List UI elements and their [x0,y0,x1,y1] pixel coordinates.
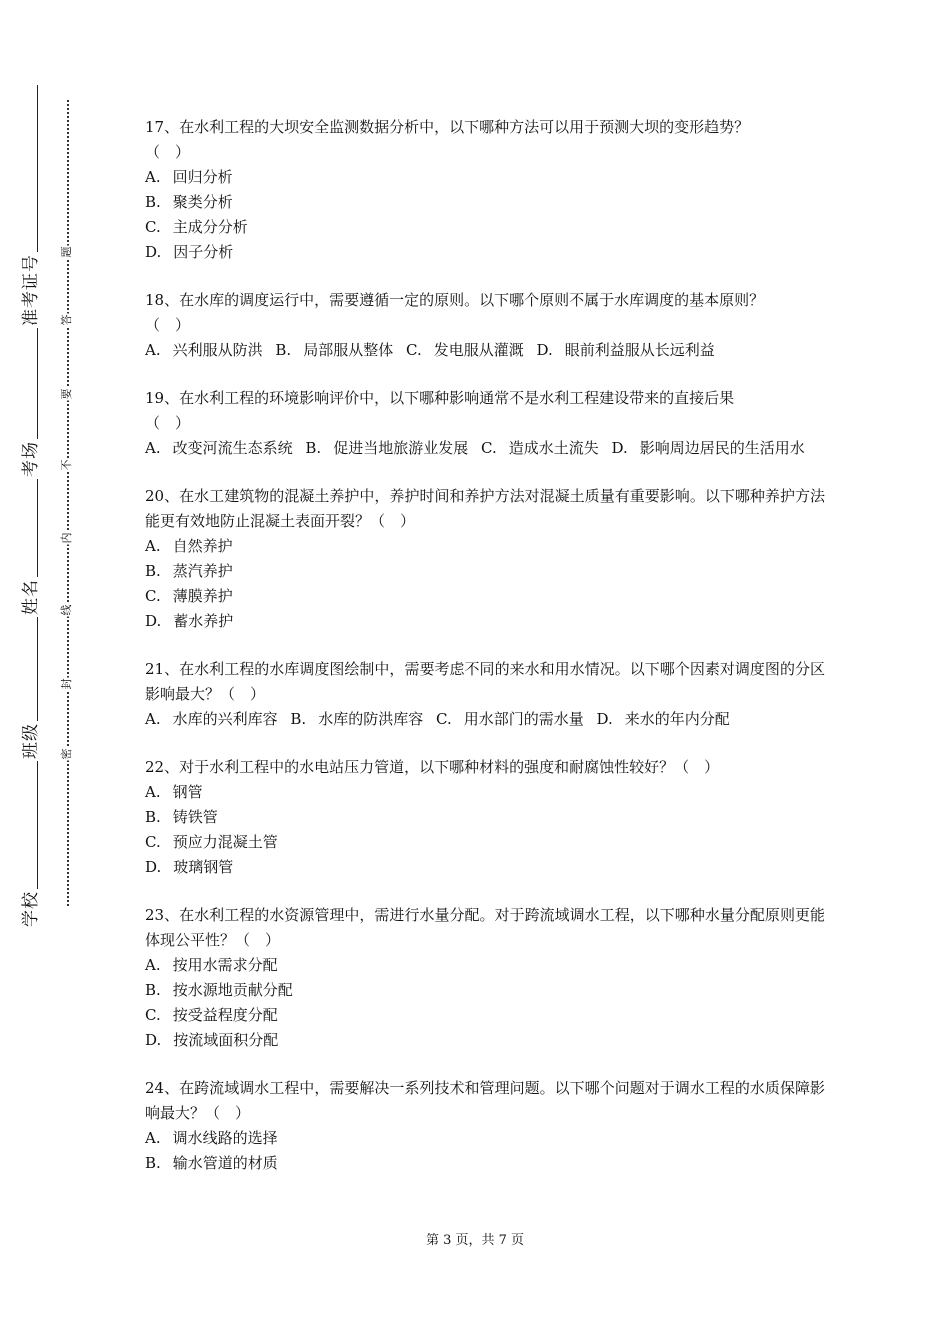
inline-options [145,707,825,732]
field-class: 班级 [21,723,41,759]
seal-char: 不 [60,459,73,471]
option-c[interactable]: C. 用水部门的需水量 [436,710,584,728]
answer-blank: （ ） [145,414,191,432]
option-a[interactable]: A. 调水线路的选择 [145,1129,278,1147]
inline-options [145,338,825,363]
inline-options [145,436,825,461]
seal-char: 内 [60,532,73,544]
binding-solid-line [37,85,38,925]
question-17 [145,115,825,265]
question-stem: 22、对于水利工程中的水电站压力管道，以下哪种材料的强度和耐腐蚀性较好？（ ） [145,758,720,776]
option-d[interactable]: D. 眼前利益服从长远利益 [536,341,715,359]
option-b[interactable]: B. 促进当地旅游业发展 [305,439,469,457]
option-a[interactable]: A. 兴利服从防洪 [145,341,263,359]
option-b[interactable]: B. 输水管道的材质 [145,1154,278,1172]
question-20 [145,484,825,634]
option-a[interactable]: A. 自然养护 [145,537,233,555]
option-d[interactable]: D. 因子分析 [145,243,234,261]
question-stem: 21、在水利工程的水库调度图绘制中，需要考虑不同的来水和用水情况。以下哪个因素对调度图的分区影响最大？（ ） [145,660,825,703]
option-a[interactable]: A. 回归分析 [145,168,233,186]
question-23 [145,903,825,1053]
option-c[interactable]: C. 按受益程度分配 [145,1006,278,1024]
field-name: 姓名 [21,579,41,615]
question-stem: 20、在水工建筑物的混凝土养护中，养护时间和养护方法对混凝土质量有重要影响。以下哪种养护方法能更有效地防止混凝土表面开裂？（ ） [145,487,825,530]
binding-dotted-line [67,100,69,906]
question-19 [145,386,825,461]
field-school: 学校 [21,891,41,927]
question-21 [145,657,825,732]
field-exam-number: 准考证号 [21,254,41,326]
option-c[interactable]: C. 薄膜养护 [145,587,233,605]
question-stem: 23、在水利工程的水资源管理中，需进行水量分配。对于跨流域调水工程，以下哪种水量分配原则更能体现公平性？（ ） [145,906,825,949]
option-d[interactable]: D. 蓄水养护 [145,612,234,630]
answer-blank: （ ） [145,316,191,334]
option-b[interactable]: B. 蒸汽养护 [145,562,233,580]
option-c[interactable]: C. 预应力混凝土管 [145,833,278,851]
option-d[interactable]: D. 按流域面积分配 [145,1031,279,1049]
seal-char: 题 [60,246,73,258]
option-a[interactable]: A. 钢管 [145,783,203,801]
question-24 [145,1076,825,1176]
option-c[interactable]: C. 发电服从灌溉 [406,341,524,359]
seal-char: 线 [60,604,73,616]
option-b[interactable]: B. 聚类分析 [145,193,233,211]
option-b[interactable]: B. 水库的防洪库容 [290,710,424,728]
option-b[interactable]: B. 铸铁管 [145,808,218,826]
option-c[interactable]: C. 造成水土流失 [481,439,599,457]
question-stem: 24、在跨流域调水工程中，需要解决一系列技术和管理问题。以下哪个问题对于调水工程的水质保障影响最大？（ ） [145,1079,825,1122]
option-a[interactable]: A. 按用水需求分配 [145,956,278,974]
option-c[interactable]: C. 主成分分析 [145,218,248,236]
question-22 [145,755,825,880]
question-stem: 17、在水利工程的大坝安全监测数据分析中，以下哪种方法可以用于预测大坝的变形趋势？ [145,118,750,136]
option-d[interactable]: D. 影响周边居民的生活用水 [611,439,805,457]
option-a[interactable]: A. 水库的兴利库容 [145,710,278,728]
seal-char: 答 [60,314,73,326]
answer-blank: （ ） [145,143,191,161]
page-footer: 第 3 页，共 7 页 [425,1233,525,1248]
question-list [145,115,825,1199]
field-exam-room: 考场 [21,441,41,477]
option-d[interactable]: D. 玻璃钢管 [145,858,234,876]
seal-char: 要 [60,388,73,400]
option-d[interactable]: D. 来水的年内分配 [596,710,730,728]
seal-char: 封 [60,678,73,690]
option-a[interactable]: A. 改变河流生态系统 [145,439,293,457]
option-b[interactable]: B. 按水源地贡献分配 [145,981,293,999]
question-stem: 19、在水利工程的环境影响评价中，以下哪种影响通常不是水利工程建设带来的直接后果 [145,389,735,407]
option-b[interactable]: B. 局部服从整体 [275,341,394,359]
seal-char: 密 [60,748,73,760]
question-18 [145,288,825,363]
question-stem: 18、在水库的调度运行中，需要遵循一定的原则。以下哪个原则不属于水库调度的基本原则？ [145,291,765,309]
